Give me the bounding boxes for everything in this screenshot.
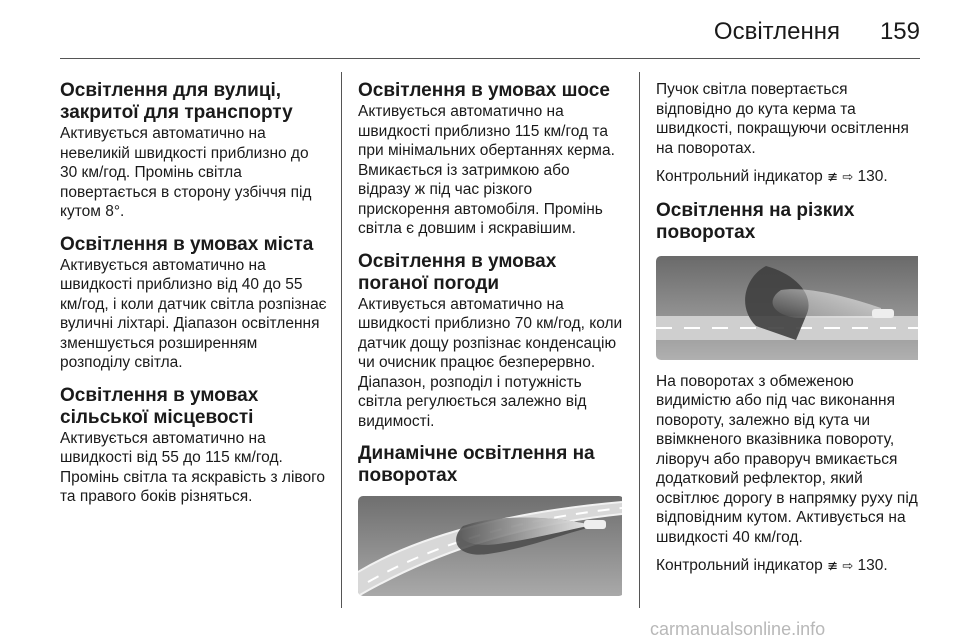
indicator-reference [656,556,926,577]
page-number: 159 [879,18,920,45]
column-divider-1 [341,72,342,608]
page-ref-arrow-icon: ⇨ [842,559,854,574]
page-ref-link[interactable]: 130. [857,557,888,574]
dynamic-cornering-illustration [358,496,624,596]
column-3 [656,80,926,577]
section-body: Активується автоматично на швидкості приблизно 115 км/год та при мінімальних обертаннях керма. Вмикається із затримкою або відразу ж під час різкого прискорення автомобіля. Промінь світла є довшим і яскравішим. [358,103,615,237]
sharp-cornering-illustration [656,256,926,360]
section-title: Освітлення для вулиці, закритої для транспорту [60,80,293,123]
column-divider-2 [639,72,640,608]
section-body: Активується автоматично на швидкості приблизно 70 км/год, коли датчик дощу розпізнає конденсацію чи очисник працює безперервно. Діапазон, розподіл і потужність світла регулюється залежно від видимості. [358,295,623,430]
car-icon [584,520,606,529]
section-title: Освітлення в умовах міста [60,233,314,255]
section-body: На поворотах з обмеженою видимістю або під час виконання повороту, залежно від кута чи ввімкненого вказівника повороту, ліворуч або праворуч вмикається додатковий рефлектор, який освітлює дорогу в напрямку руху під відповідним кутом. Активується на швидкості 40 км/год. [656,372,918,546]
section-body: Активується автоматично на швидкості від 55 до 115 км/год. Промінь світла та яскравість з лівого та правого боків різняться. [60,429,326,505]
indicator-label: Контрольний індикатор [656,557,823,574]
section-body: Пучок світла повертається відповідно до кута керма та швидкості, покращуючи освітлення на поворотах. [656,81,909,157]
header-divider [60,58,920,59]
headlight-indicator-icon: ≢ [827,559,839,574]
watermark: carmanualsonline.info [650,619,826,639]
page-ref-link[interactable]: 130. [857,168,888,185]
section-body: Активується автоматично на швидкості приблизно від 40 до 55 км/год, і коли датчик світла розпізнає вуличні ліхтарі. Діапазон освітлення зменшується розширенням розподілу світла. [60,256,327,371]
indicator-label: Контрольний індикатор [656,168,823,185]
section-title: Динамічне освітлення на поворотах [358,443,595,486]
headlight-indicator-icon: ≢ [827,170,839,185]
page-ref-arrow-icon: ⇨ [842,170,854,185]
section-title: Освітлення в умовах шосе [358,80,610,101]
page-title: Освітлення [713,18,840,45]
column-1 [60,80,328,507]
column-2 [358,80,624,596]
indicator-reference [656,167,926,188]
section-body: Активується автоматично на невеликій швидкості приблизно до 30 км/год. Промінь світла повертається в сторону узбіччя під кутом 8°. [60,125,312,220]
section-title: Освітлення в умовах поганої погоди [358,250,557,294]
car-icon [872,309,894,318]
section-title: Освітлення на різких поворотах [656,199,855,243]
section-title: Освітлення в умовах сільської місцевості [60,384,259,428]
